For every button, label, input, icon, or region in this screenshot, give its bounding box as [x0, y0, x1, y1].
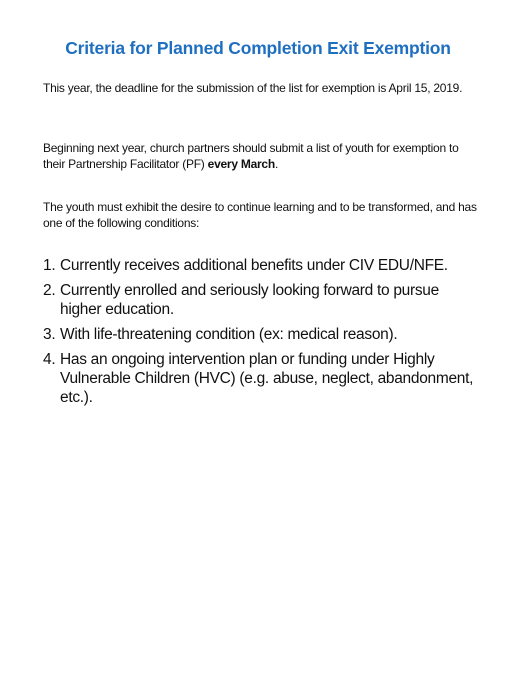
submission-text-end: .: [274, 157, 279, 171]
list-item-number: 4.: [43, 351, 56, 368]
conditions-intro-paragraph: The youth must exhibit the desire to continue learning and to be transformed, and has one of the following conditions:: [43, 200, 477, 230]
list-item: [43, 325, 483, 344]
deadline-paragraph: This year, the deadline for the submission of the list for exemption is April 15, 2019.: [43, 81, 463, 95]
conditions-list: [43, 256, 483, 413]
list-item-text: Currently receives additional benefits under CIV EDU/NFE.: [60, 257, 448, 274]
list-item: [43, 350, 483, 407]
list-item: [43, 256, 483, 275]
list-item: [43, 281, 483, 319]
submission-paragraph: [43, 140, 483, 172]
list-item-text: Has an ongoing intervention plan or funding under Highly Vulnerable Children (HVC) (e.g. abuse, neglect, abandonment, etc.).: [60, 351, 474, 406]
list-item-number: 1.: [43, 257, 56, 274]
list-item-text: With life-threatening condition (ex: medical reason).: [60, 326, 398, 343]
list-item-number: 3.: [43, 326, 56, 343]
list-item-text: Currently enrolled and seriously looking forward to pursue higher education.: [60, 282, 439, 318]
submission-bold-text: every March: [207, 157, 275, 171]
page-title: Criteria for Planned Completion Exit Exemption: [65, 38, 451, 58]
list-item-number: 2.: [43, 282, 56, 299]
submission-text: Beginning next year, church partners should submit a list of youth for exemption to their Partnership Facilitator (PF): [43, 141, 459, 171]
